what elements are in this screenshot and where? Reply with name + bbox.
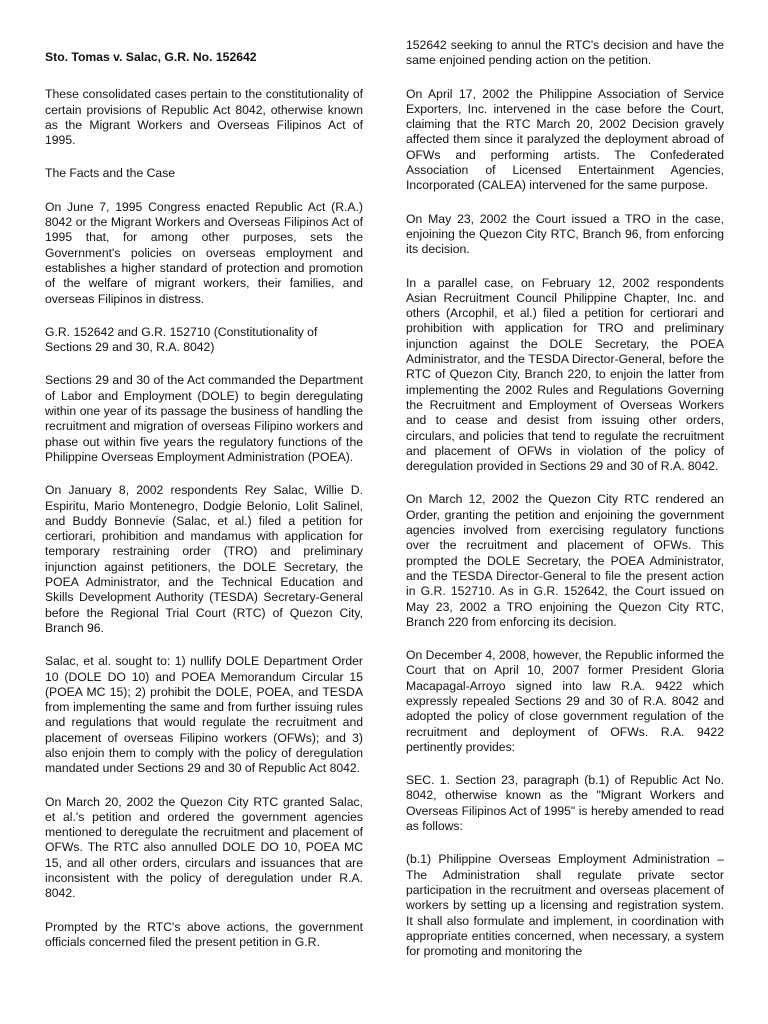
paragraph: In a parallel case, on February 12, 2002 respondents Asian Recruitment Council Philippine Chapter, Inc. and others (Arcophil, et al.) filed a petition for certiorari and prohibition with application for TRO and preliminary injunction against the DOLE Secretary, the POEA Administrator, and the TESDA Director-General, before the RTC of Quezon City, Branch 220, to enjoin the latter from implementing the 2002 Rules and Regulations Governing the Recruitment and Employment of Overseas Workers and to cease and desist from issuing other orders, circulars, and policies that tend to regulate the recruitment and placement of OFWs in violation of the policy of deregulation provided in Sections 29 and 30 of R.A. 8042. <box>406 275 724 474</box>
paragraph: (b.1) Philippine Overseas Employment Administration – The Administration shall regulate private sector participation in the recruitment and overseas placement of workers by setting up a licensing and registration system. It shall also formulate and implement, in coordination with appropriate entities concerned, when necessary, a system for promoting and monitoring the <box>406 852 724 959</box>
left-column <box>45 38 363 968</box>
section-heading: The Facts and the Case <box>45 166 176 181</box>
paragraph: Prompted by the RTC's above actions, the government officials concerned filed the present petition in G.R. <box>45 919 363 949</box>
case-title: Sto. Tomas v. Salac, G.R. No. 152642 <box>45 50 257 64</box>
subsection-heading: G.R. 152642 and G.R. 152710 (Constitutionality of Sections 29 and 30, R.A. 8042) <box>45 324 318 355</box>
paragraph: SEC. 1. Section 23, paragraph (b.1) of Republic Act No. 8042, otherwise known as the "Migrant Workers and Overseas Filipinos Act of 1995" is hereby amended to read as follows: <box>406 773 724 834</box>
paragraph: On March 20, 2002 the Quezon City RTC granted Salac, et al.'s petition and ordered the government agencies mentioned to deregulate the recruitment and placement of OFWs. The RTC also annulled DOLE DO 10, POEA MC 15, and all other orders, circulars and issuances that are inconsistent with the policy of deregulation under R.A. 8042. <box>45 794 363 901</box>
paragraph: On May 23, 2002 the Court issued a TRO in the case, enjoining the Quezon City RTC, Branch 96, from enforcing its decision. <box>406 211 724 257</box>
paragraph: 152642 seeking to annul the RTC's decision and have the same enjoined pending action on the petition. <box>406 38 724 68</box>
paragraph: On December 4, 2008, however, the Republic informed the Court that on April 10, 2007 former President Gloria Macapagal-Arroyo signed into law R.A. 9422 which expressly repealed Sections 29 and 30 of R.A. 8042 and adopted the policy of close government regulation of the recruitment and deployment of OFWs. R.A. 9422 pertinently provides: <box>406 648 724 754</box>
paragraph: Sections 29 and 30 of the Act commanded the Department of Labor and Employment (DOLE) to begin deregulating within one year of its passage the business of handling the recruitment and migration of overseas Filipino workers and phase out within five years the regulatory functions of the Philippine Overseas Employment Administration (POEA). <box>45 373 363 464</box>
paragraph: These consolidated cases pertain to the constitutionality of certain provisions of Republic Act 8042, otherwise known as the Migrant Workers and Overseas Filipinos Act of 1995. <box>45 87 363 148</box>
paragraph: On June 7, 1995 Congress enacted Republic Act (R.A.) 8042 or the Migrant Workers and Overseas Filipinos Act of 1995 that, for among other purposes, sets the Government's policies on overseas employment and establishes a higher standard of protection and promotion of the welfare of migrant workers, their families, and overseas Filipinos in distress. <box>45 199 363 306</box>
paragraph: Salac, et al. sought to: 1) nullify DOLE Department Order 10 (DOLE DO 10) and POEA Memorandum Circular 15 (POEA MC 15); 2) prohibit the DOLE, POEA, and TESDA from implementing the same and from further issuing rules and regulations that would regulate the recruitment and placement of overseas Filipino workers (OFWs); and 3) also enjoin them to comply with the policy of deregulation mandated under Sections 29 and 30 of Republic Act 8042. <box>45 654 363 776</box>
paragraph: On April 17, 2002 the Philippine Association of Service Exporters, Inc. intervened in the case before the Court, claiming that the RTC March 20, 2002 Decision gravely affected them since it paralyzed the deployment abroad of OFWs and performing artists. The Confederated Association of Licensed Entertainment Agencies, Incorporated (CALEA) intervened for the same purpose. <box>406 86 724 193</box>
paragraph: On March 12, 2002 the Quezon City RTC rendered an Order, granting the petition and enjoining the government agencies involved from exercising regulatory functions over the recruitment and placement of OFWs. This prompted the DOLE Secretary, the POEA Administrator, and the TESDA Director-General to file the present action in G.R. 152710. As in G.R. 152642, the Court issued on May 23, 2002 a TRO enjoining the Quezon City RTC, Branch 220 from enforcing its decision. <box>406 492 724 629</box>
right-column <box>406 38 724 977</box>
paragraph: On January 8, 2002 respondents Rey Salac, Willie D. Espiritu, Mario Montenegro, Dodgie Belonio, Lolit Salinel, and Buddy Bonnevie (Salac, et al.) filed a petition for certiorari, prohibition and mandamus with application for temporary restraining order (TRO) and preliminary injunction against petitioners, the DOLE Secretary, the POEA Administrator, and the Technical Education and Skills Development Authority (TESDA) Secretary-General before the Regional Trial Court (RTC) of Quezon City, Branch 96. <box>45 483 363 635</box>
